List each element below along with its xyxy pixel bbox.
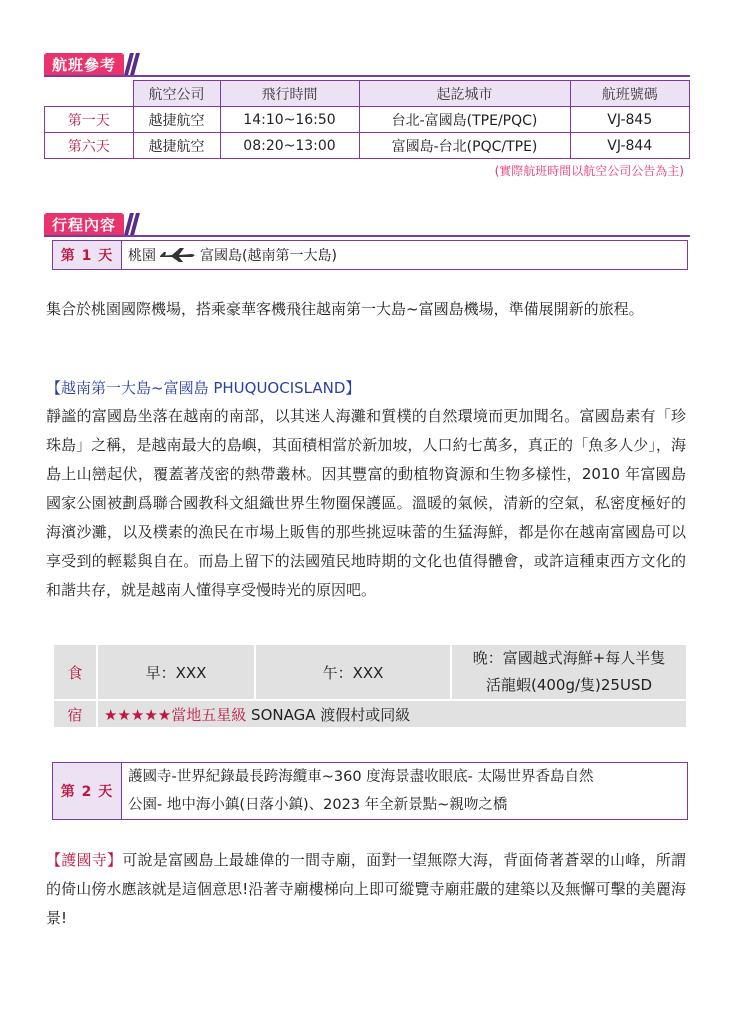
table-header-route: 起訖城市 (359, 81, 570, 107)
table-cell-airline: 越捷航空 (133, 107, 220, 133)
dinner-line2: 活龍蝦(400g/隻)25USD (485, 676, 653, 694)
dinner-line1: 晚：富國越式海鮮+每人半隻 (472, 649, 666, 667)
itinerary-section-tag (44, 212, 137, 236)
meal-row (53, 644, 687, 700)
day1-from: 桃園 (128, 248, 156, 264)
flight-table (44, 80, 690, 159)
day2-route (122, 763, 600, 819)
table-row (45, 133, 690, 159)
day1-bar (52, 240, 688, 270)
table-row (45, 107, 690, 133)
table-cell-route: 台北-富國島(TPE/PQC) (359, 107, 570, 133)
tag-decoration (127, 213, 137, 235)
meal-label: 食 (53, 644, 97, 700)
table-cell-day: 第六天 (45, 133, 134, 159)
day1-intro: 集合於桃園國際機場，搭乘豪華客機飛往越南第一大島~富國島機場，準備展開新的旅程。 (46, 300, 644, 318)
itinerary-section-title: 行程內容 (44, 213, 124, 235)
day2-label: 第 2 天 (53, 763, 122, 819)
table-header-row (45, 81, 690, 107)
tag-decoration (127, 53, 137, 75)
day1-body: 靜謐的富國島坐落在越南的南部，以其迷人海灘和質樸的自然環境而更加聞名。富國島素有「珍珠島」之稱，是越南最大的島嶼，其面積相當於新加坡，人口約七萬多，真正的「魚多人少」，海島上山巒起伏，覆蓋著茂密的熱帶叢林。因其豐富的動植物資源和生物多樣性，2010 年富國島國家公園被劃爲聯合國教科文組織世界生物圈保護區。溫暖的氣候，清新的空氣，私密度極好的海濱沙灘，以及樸素的漁民在市場上販售的那些挑逗味蕾的生猛海鮮，都是你在越南富國島可以享受到的輕鬆與自在。而島上留下的法國殖民地時期的文化也值得體會，或許這種東西方文化的和諧共存，就是越南人懂得享受慢時光的原因吧。 (46, 407, 686, 599)
day2-description (46, 846, 686, 933)
table-header-time: 飛行時間 (220, 81, 359, 107)
hotel-info (97, 700, 687, 728)
table-header-blank (45, 81, 134, 107)
table-cell-route: 富國島-台北(PQC/TPE) (359, 133, 570, 159)
divider (44, 75, 690, 77)
table-cell-time: 08:20~13:00 (220, 133, 359, 159)
hotel-name: SONAGA 渡假村或同級 (251, 705, 411, 724)
day2-line1: 護國寺-世界紀錄最長跨海纜車~360 度海景盡收眼底- 太陽世界香島自然 (128, 769, 594, 785)
day1-route (122, 241, 343, 269)
breakfast: 早：XXX (97, 644, 255, 700)
table-header-flight: 航班號碼 (570, 81, 690, 107)
airplane-icon (158, 246, 198, 264)
day1-label: 第 1 天 (53, 241, 122, 269)
table-cell-flight: VJ-844 (570, 133, 690, 159)
day1-heading: 【越南第一大島~富國島 PHUQUOCISLAND】 (46, 379, 361, 397)
day2-body: 可說是富國島上最雄偉的一間寺廟，面對一望無際大海，背面倚著蒼翠的山峰，所謂的倚山傍水應該就是這個意思!沿著寺廟樓梯向上即可縱覽寺廟莊嚴的建築以及無懈可擊的美麗海景! (46, 851, 686, 927)
table-cell-day: 第一天 (45, 107, 134, 133)
star-rating: ★★★★★ (104, 705, 172, 724)
table-cell-time: 14:10~16:50 (220, 107, 359, 133)
meals-table (52, 643, 688, 729)
day2-bracket-term: 【護國寺】 (46, 851, 123, 869)
day2-bar (52, 762, 688, 820)
dinner (451, 644, 687, 700)
day2-line2: 公園- 地中海小鎮(日落小鎮)、2023 年全新景點~親吻之橋 (128, 797, 508, 813)
hotel-grade: 當地五星級 (171, 705, 247, 724)
stay-label: 宿 (53, 700, 97, 728)
flight-section-title: 航班參考 (44, 53, 124, 75)
table-cell-airline: 越捷航空 (133, 133, 220, 159)
lunch: 午：XXX (255, 644, 451, 700)
divider (44, 235, 690, 237)
flight-note: (實際航班時間以航空公司公告為主) (494, 164, 684, 178)
day1-to: 富國島(越南第一大島) (200, 248, 337, 264)
table-cell-flight: VJ-845 (570, 107, 690, 133)
table-header-airline: 航空公司 (133, 81, 220, 107)
stay-row (53, 700, 687, 728)
flight-section-tag (44, 52, 137, 76)
